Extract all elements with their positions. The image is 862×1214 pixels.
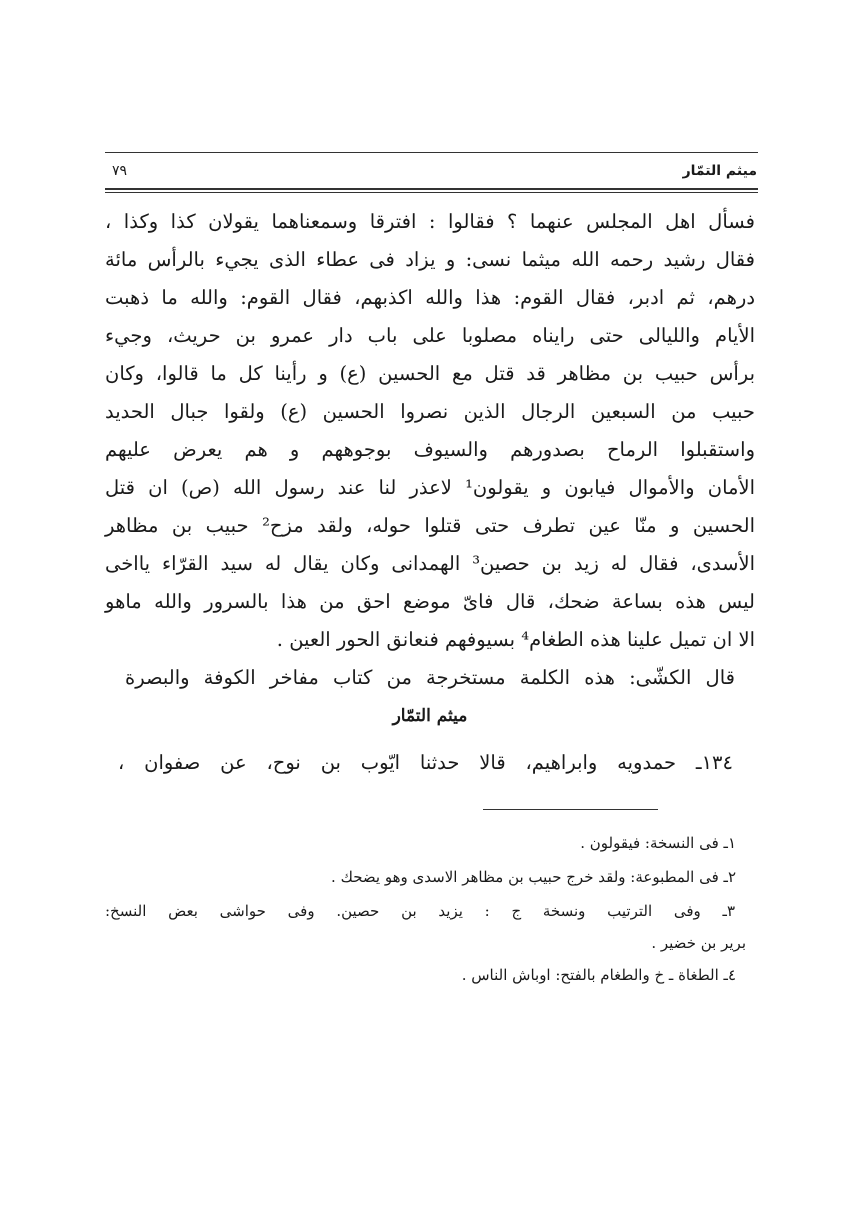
header-top-rule [105,152,758,153]
body-line: واستقبلوا الرماح بصدورهم والسيوف بوجوههم و هم يعرض عليهم [105,438,755,461]
footnote: برير بن خضير . [651,934,746,952]
body-line: برأس حبيب بن مظاهر قد قتل مع الحسين (ع) و رأينا كل ما قالوا، وكان [105,362,755,385]
body-line: الحسين و منّا عين تطرف حتى قتلوا حوله، ولقد مزح² حبيب بن مظاهر [105,514,755,537]
body-line: الأمان والأموال فيابون و يقولون¹ لاعذر لنا عند رسول الله (ص) ان قتل [105,476,756,499]
body-line: قال الكشّى: هذه الكلمة مستخرجة من كتاب مفاخر الكوفة والبصرة [125,666,735,689]
body-line: الأسدى، فقال له زيد بن حصين³ الهمدانى وكان يقال له سيد القرّاء يااخى [105,552,755,575]
body-line: فقال رشيد رحمه الله ميثما نسى: و يزاد فى عطاء الذى يجيء بالرأس مائة [105,248,755,271]
footnote: ٤ـ الطغاة ـ خ والطغام بالفتح: اوباش الناس . [461,966,736,984]
running-title: ميثم التمّار [682,163,757,179]
header-bottom-rule [105,188,758,190]
section-heading: ميثم التمّار [392,706,468,726]
header-bottom-rule-thin [105,192,758,193]
footnote: ٢ـ فى المطبوعة: ولقد خرج حبيب بن مظاهر الاسدى وهو يضحك . [331,868,736,886]
body-line: الأيام والليالى حتى رايناه مصلوبا على باب دار عمرو بن حريث، وجيء [105,324,755,347]
body-line: درهم، ثم ادبر، فقال القوم: هذا والله اكذبهم، فقال القوم: والله ما ذهبت [105,286,755,309]
narration-line: ١٣٤ـ حمدويه وابراهيم، قالا حدثنا ايّوب بن نوح، عن صفوان ، [118,751,733,774]
body-line: فسأل اهل المجلس عنهما ؟ فقالوا : افترقا وسمعناهما يقولان كذا وكذا ، [105,210,755,233]
body-line: حبيب من السبعين الرجال الذين نصروا الحسين (ع) ولقوا جبال الحديد [105,400,755,423]
body-line: الا ان تميل علينا هذه الطغام⁴ بسيوفهم فنعانق الحور العين . [276,628,755,651]
footnote: ١ـ فى النسخة: فيقولون . [580,834,736,852]
footnote-rule [483,809,658,810]
body-line: ليس هذه بساعة ضحك، قال فاىّ موضع احق من هذا بالسرور والله ماهو [105,590,755,613]
footnote: ٣ـ وفى الترتيب ونسخة ج : يزيد بن حصين. وفى حواشى بعض النسخ: [105,902,735,920]
page-number: ٧٩ [112,163,128,179]
